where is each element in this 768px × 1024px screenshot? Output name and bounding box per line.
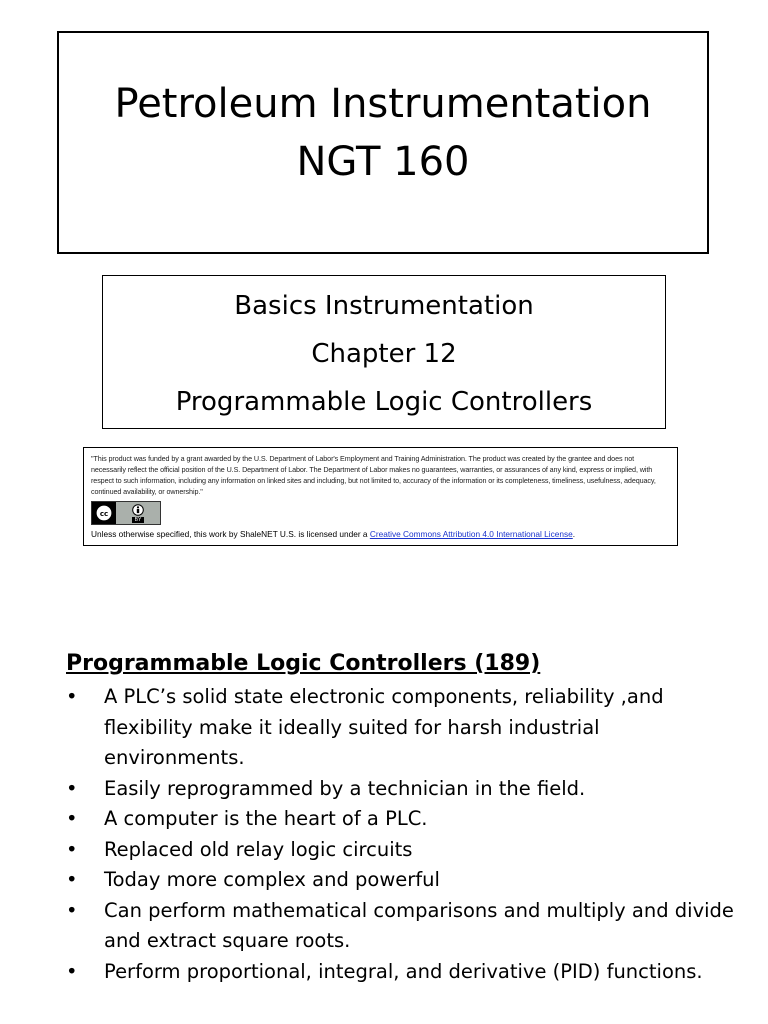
content-section xyxy=(66,648,736,987)
funding-disclaimer: "This product was funded by a grant awarded by the U.S. Department of Labor's Employment and Training Administration. The product was created by the grantee and does not necessarily reflect the official position of the U.S. Department of Labor. The Department of Labor makes no guarantees, warranties, or assurances of any kind, express or implied, with respect to such information, including any information on linked sites and including, but not limited to, accuracy of the information or its completeness, timeliness, usefulness, adequacy, continued availability, or ownership." xyxy=(91,454,656,496)
cc-logo-text: cc xyxy=(99,510,109,518)
bullet-text: Easily reprogrammed by a technician in the field. xyxy=(104,776,586,800)
bullet-icon: • xyxy=(66,807,78,830)
bullet-icon: • xyxy=(66,959,78,983)
bullet-text: Replaced old relay logic circuits xyxy=(104,837,413,861)
bullet-text: Today more complex and powerful xyxy=(104,868,440,891)
license-statement xyxy=(91,528,669,540)
bullet-icon: • xyxy=(66,898,78,922)
bullet-icon: • xyxy=(66,868,78,891)
list-item xyxy=(66,682,736,774)
cc-by-badge xyxy=(91,501,161,525)
subtitle-box xyxy=(102,275,666,429)
list-item xyxy=(66,774,736,805)
list-item xyxy=(66,896,736,957)
list-item xyxy=(66,865,736,896)
attribution-section xyxy=(116,502,160,524)
license-prefix: Unless otherwise specified, this work by ShaleNET U.S. is licensed under a xyxy=(91,529,370,539)
bullet-text: A PLC’s solid state electronic components, reliability ,and flexibility make it ideally suited for harsh industrial environments. xyxy=(104,685,664,769)
bullet-list xyxy=(66,682,736,987)
bullet-text: A computer is the heart of a PLC. xyxy=(104,807,428,830)
bullet-icon: • xyxy=(66,685,78,708)
bullet-icon: • xyxy=(66,837,78,861)
subtitle-chapter-title: Programmable Logic Controllers xyxy=(175,387,593,417)
bullet-icon: • xyxy=(66,776,78,800)
list-item xyxy=(66,804,736,835)
subtitle-topic: Basics Instrumentation xyxy=(234,291,534,321)
title-box xyxy=(57,31,709,254)
license-suffix: . xyxy=(572,529,576,539)
license-link[interactable]: Creative Commons Attribution 4.0 International License xyxy=(369,529,573,539)
course-code: NGT 160 xyxy=(296,139,470,185)
cc-logo-icon xyxy=(92,502,116,524)
list-item xyxy=(66,835,736,866)
course-title: Petroleum Instrumentation xyxy=(114,81,652,127)
by-label: BY xyxy=(132,517,145,523)
subtitle-chapter: Chapter 12 xyxy=(311,339,457,369)
disclaimer-box xyxy=(83,447,678,546)
bullet-text: Can perform mathematical comparisons and multiply and divide and extract square roots. xyxy=(104,898,734,952)
section-heading: Programmable Logic Controllers (189) xyxy=(66,651,541,676)
list-item xyxy=(66,957,736,988)
bullet-text: Perform proportional, integral, and derivative (PID) functions. xyxy=(104,959,703,983)
attribution-person-icon xyxy=(132,504,144,516)
